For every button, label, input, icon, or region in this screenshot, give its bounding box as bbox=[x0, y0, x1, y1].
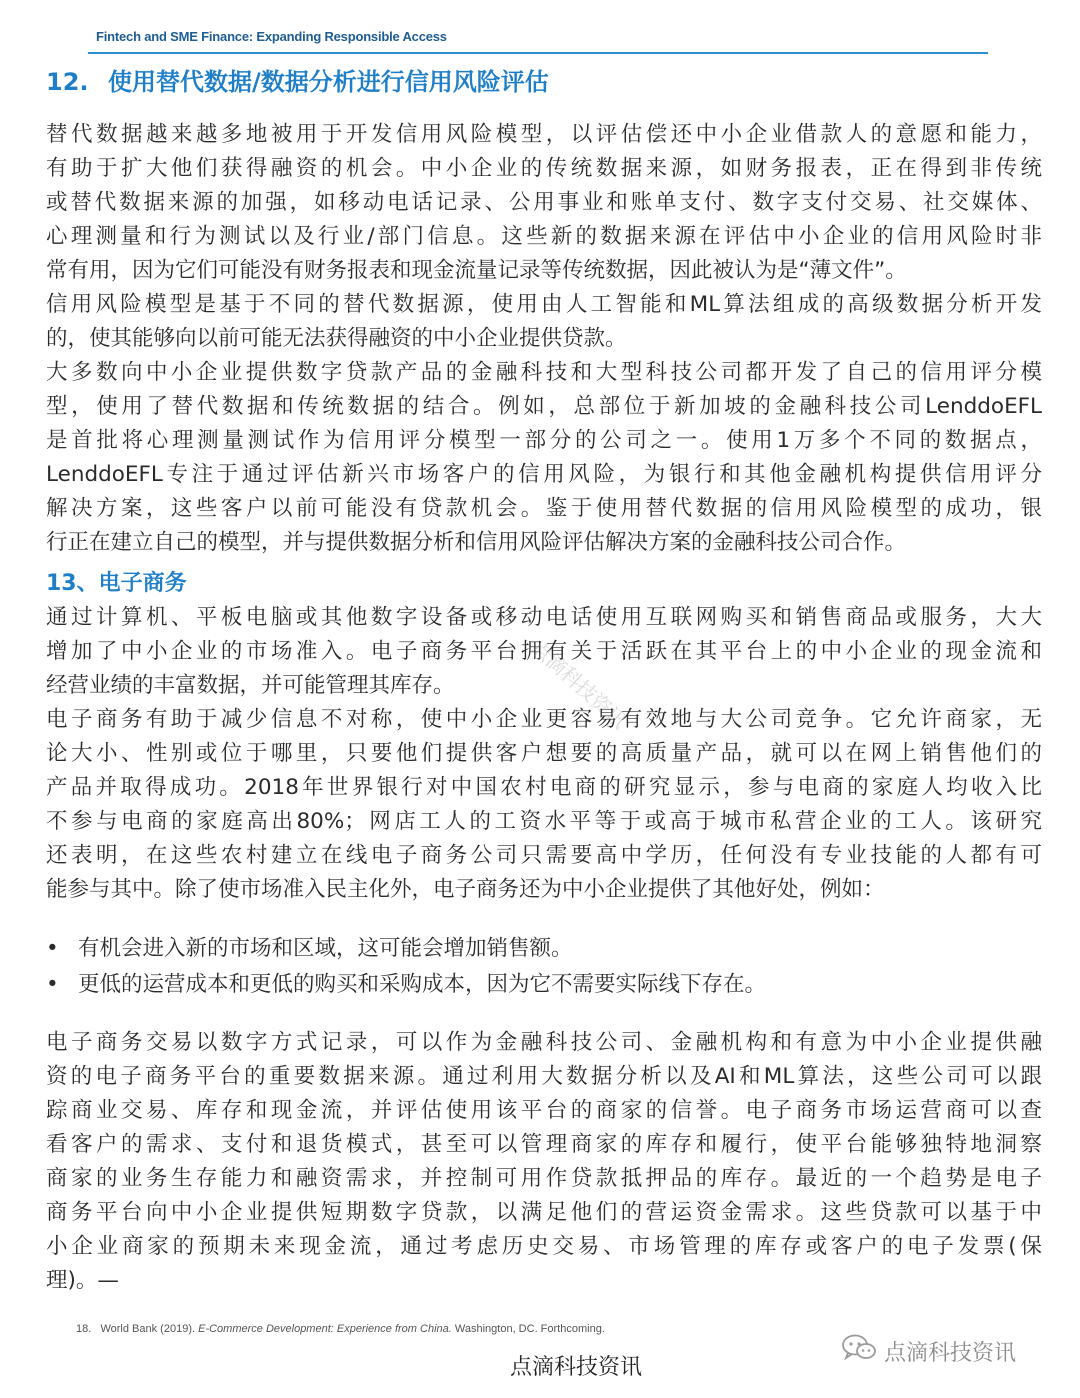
paragraph-line: 心理测量和行为测试以及行业/部门信息。这些新的数据来源在评估中小企业的信用风险时非 bbox=[46, 224, 1042, 249]
bullet-item bbox=[46, 968, 1042, 1002]
bullet-text: 有机会进入新的市场和区域，这可能会增加销售额。 bbox=[78, 936, 573, 961]
bullet-item bbox=[46, 932, 1042, 966]
paragraph-line: 小企业商家的预期未来现金流，通过考虑历史交易、市场管理的库存或客户的电子发票(保 bbox=[46, 1234, 1042, 1259]
wechat-watermark bbox=[842, 1334, 1016, 1368]
paragraph-line: 能参与其中。除了使市场准入民主化外，电子商务还为中小企业提供了其他好处，例如： bbox=[46, 877, 885, 902]
paragraph-line: 还表明，在这些农村建立在线电子商务公司只需要高中学历，任何没有专业技能的人都有可 bbox=[46, 843, 1042, 868]
section-12-heading bbox=[46, 62, 549, 97]
paragraph-line: 信用风险模型是基于不同的替代数据源，使用由人工智能和ML算法组成的高级数据分析开发 bbox=[46, 292, 1042, 317]
diagonal-watermark: 点滴科技资讯 bbox=[526, 634, 632, 734]
paragraph-line: 商务平台向中小企业提供短期数字贷款，以满足他们的营运资金需求。这些贷款可以基于中 bbox=[46, 1200, 1042, 1225]
paragraph-line: LenddoEFL专注于通过评估新兴市场客户的信用风险，为银行和其他金融机构提供信用评分 bbox=[46, 462, 1042, 487]
bullet-text: 更低的运营成本和更低的购买和采购成本，因为它不需要实际线下存在。 bbox=[78, 972, 767, 997]
footnote-title: E-Commerce Development: Experience from China. bbox=[198, 1323, 452, 1335]
bullet-dot: • bbox=[46, 972, 59, 997]
paragraph-line: 或替代数据来源的加强，如移动电话记录、公用事业和账单支付、数字支付交易、社交媒体、 bbox=[46, 190, 1042, 215]
paragraph-line: 论大小、性别或位于哪里，只要他们提供客户想要的高质量产品，就可以在网上销售他们的 bbox=[46, 741, 1042, 766]
paragraph-line: 理)。— bbox=[46, 1268, 119, 1293]
header-rule bbox=[88, 52, 988, 54]
footnote bbox=[76, 1323, 605, 1335]
running-header: Fintech and SME Finance: Expanding Responsible Access bbox=[96, 29, 447, 44]
paragraph-line: 产品并取得成功。2018年世界银行对中国农村电商的研究显示，参与电商的家庭人均收入比 bbox=[46, 775, 1042, 800]
bottom-watermark: 点滴科技资讯 bbox=[510, 1355, 643, 1380]
paragraph-line: 通过计算机、平板电脑或其他数字设备或移动电话使用互联网购买和销售商品或服务，大大 bbox=[46, 605, 1042, 630]
paragraph-line: 踪商业交易、库存和现金流，并评估使用该平台的商家的信誉。电子商务市场运营商可以查 bbox=[46, 1098, 1042, 1123]
paragraph-line: 大多数向中小企业提供数字贷款产品的金融科技和大型科技公司都开发了自己的信用评分模 bbox=[46, 360, 1042, 385]
paragraph-line: 是首批将心理测量测试作为信用评分模型一部分的公司之一。使用1万多个不同的数据点， bbox=[46, 428, 1042, 453]
footnote-tail: Washington, DC. Forthcoming. bbox=[454, 1323, 605, 1335]
paragraph-line: 有助于扩大他们获得融资的机会。中小企业的传统数据来源，如财务报表，正在得到非传统 bbox=[46, 156, 1042, 181]
wechat-account-name: 点滴科技资讯 bbox=[884, 1340, 1017, 1366]
section-12-title: 使用替代数据/数据分析进行信用风险评估 bbox=[108, 68, 549, 96]
paragraph-line: 型，使用了替代数据和传统数据的结合。例如，总部位于新加坡的金融科技公司LenddoEFL bbox=[46, 394, 1042, 419]
paragraph-line: 行正在建立自己的模型，并与提供数据分析和信用风险评估解决方案的金融科技公司合作。 bbox=[46, 530, 907, 555]
paragraph-line: 的，使其能够向以前可能无法获得融资的中小企业提供贷款。 bbox=[46, 326, 627, 351]
paragraph-line: 看客户的需求、支付和退货模式，甚至可以管理商家的库存和履行，使平台能够独特地洞察 bbox=[46, 1132, 1042, 1157]
footnote-lead: World Bank (2019). bbox=[100, 1323, 196, 1335]
paragraph-line: 不参与电商的家庭高出80%；网店工人的工资水平等于或高于城市私营企业的工人。该研究 bbox=[46, 809, 1042, 834]
paragraph-line: 解决方案，这些客户以前可能没有贷款机会。鉴于使用替代数据的信用风险模型的成功，银 bbox=[46, 496, 1042, 521]
paragraph-line: 电子商务交易以数字方式记录，可以作为金融科技公司、金融机构和有意为中小企业提供融 bbox=[46, 1030, 1042, 1055]
bullet-dot: • bbox=[46, 936, 59, 961]
section-12-number: 12. bbox=[46, 68, 89, 96]
paragraph-line: 经营业绩的丰富数据，并可能管理其库存。 bbox=[46, 673, 455, 698]
paragraph-line: 替代数据越来越多地被用于开发信用风险模型，以评估偿还中小企业借款人的意愿和能力， bbox=[46, 122, 1042, 147]
paragraph-line: 资的电子商务平台的重要数据来源。通过利用大数据分析以及AI和ML算法，这些公司可以跟 bbox=[46, 1064, 1042, 1089]
section-13-heading: 13、电子商务 bbox=[46, 571, 187, 596]
paragraph-line: 常有用，因为它们可能没有财务报表和现金流量记录等传统数据，因此被认为是“薄文件”。 bbox=[46, 258, 907, 283]
wechat-icon bbox=[842, 1334, 876, 1368]
paragraph-line: 增加了中小企业的市场准入。电子商务平台拥有关于活跃在其平台上的中小企业的现金流和 bbox=[46, 639, 1042, 664]
paragraph-line: 电子商务有助于减少信息不对称，使中小企业更容易有效地与大公司竞争。它允许商家，无 bbox=[46, 707, 1042, 732]
paragraph-line: 商家的业务生存能力和融资需求，并控制可用作贷款抵押品的库存。最近的一个趋势是电子 bbox=[46, 1166, 1042, 1191]
footnote-number: 18. bbox=[76, 1323, 92, 1335]
